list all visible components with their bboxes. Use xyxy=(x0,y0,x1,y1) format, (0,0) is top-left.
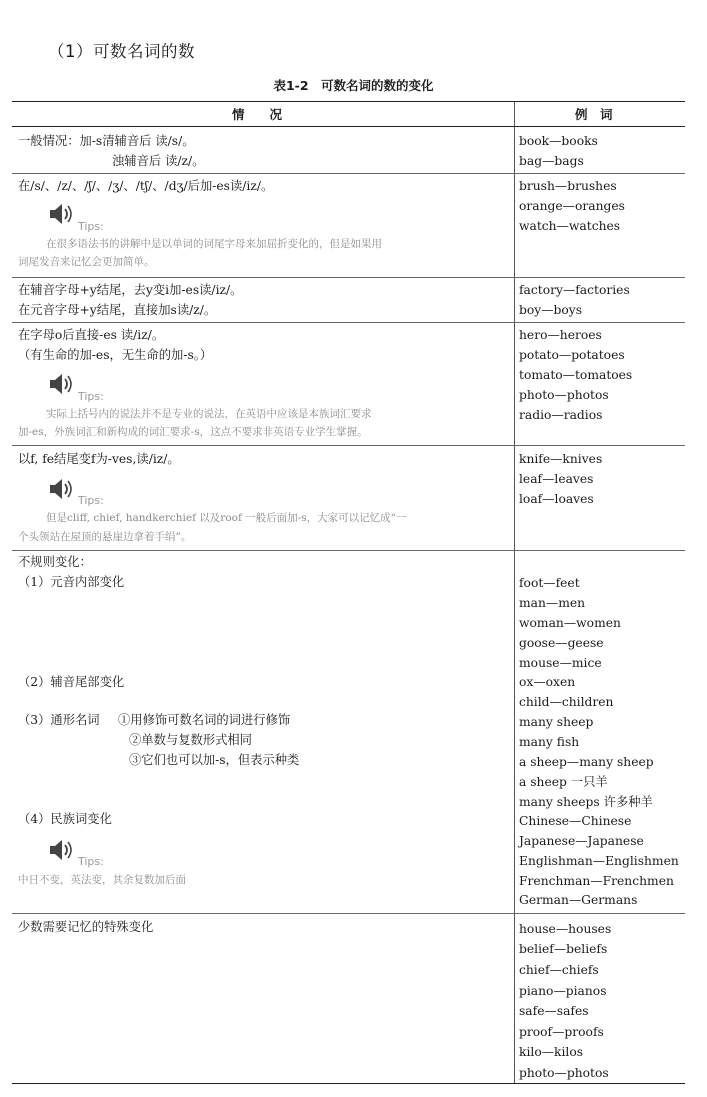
example-item: child—children xyxy=(519,695,614,709)
example-item: knife—knives xyxy=(519,452,603,466)
example-item: Japanese—Japanese xyxy=(519,834,644,848)
example-item: brush—brushes xyxy=(519,179,617,193)
header-situation: 情 况 xyxy=(232,107,283,122)
example-item: photo—photos xyxy=(519,388,609,402)
example-item: a sheep 一只羊 xyxy=(519,775,608,789)
example-item: many sheeps 许多种羊 xyxy=(519,795,653,809)
example-item: bag—bags xyxy=(519,154,584,168)
example-item: many sheep xyxy=(519,715,594,729)
example-item: Englishman—Englishmen xyxy=(519,854,679,868)
general-rule-line: 浊辅音后 读/z/。 xyxy=(112,154,205,168)
example-item: ox—oxen xyxy=(519,675,576,689)
tip-label: Tips: xyxy=(78,855,104,868)
example-item: boy—boys xyxy=(519,303,583,317)
y-rule-line: 在辅音字母+y结尾，去y变i加-es读/iz/。 xyxy=(18,283,243,297)
example-item: goose—geese xyxy=(519,636,604,650)
example-item: piano—pianos xyxy=(519,984,607,998)
general-rule-line: 一般情况：加-s清辅音后 读/s/。 xyxy=(18,134,195,148)
example-item: Chinese—Chinese xyxy=(519,814,632,828)
y-rule-line: 在元音字母+y结尾，直接加s读/z/。 xyxy=(18,303,217,317)
example-item: book—books xyxy=(519,134,598,148)
example-item: safe—safes xyxy=(519,1004,589,1018)
example-item: factory—factories xyxy=(519,283,630,297)
plural-rules-table xyxy=(12,101,685,1084)
example-item: watch—watches xyxy=(519,219,621,233)
speaker-icon xyxy=(46,371,74,397)
irregular-nationality: （4）民族词变化 xyxy=(18,812,112,826)
special-rule-line: 少数需要记忆的特殊变化 xyxy=(18,920,154,934)
header-divider xyxy=(12,126,685,127)
row-divider xyxy=(12,322,685,323)
same-form-point: ③它们也可以加-s，但表示种类 xyxy=(129,753,300,767)
example-item: woman—women xyxy=(519,616,621,630)
example-item: chief—chiefs xyxy=(519,963,599,977)
example-item: German—Germans xyxy=(519,893,638,907)
example-item: leaf—leaves xyxy=(519,472,594,486)
irregular-consonant: （2）辅音尾部变化 xyxy=(18,675,125,689)
example-item: house—houses xyxy=(519,922,612,936)
same-form-point: ①用修饰可数名词的词进行修饰 xyxy=(118,713,291,727)
speaker-icon xyxy=(46,476,74,502)
tip-text: 词尾发音来记忆会更加简单。 xyxy=(18,256,155,268)
tip-text: 个头领站在屋顶的悬崖边拿着手绢”。 xyxy=(18,531,192,543)
tip-text: 实际上括号内的说法并不是专业的说法，在英语中应该是本族词汇要求 xyxy=(46,408,372,420)
row-divider xyxy=(12,173,685,174)
row-divider xyxy=(12,913,685,914)
example-item: kilo—kilos xyxy=(519,1045,584,1059)
example-item: orange—oranges xyxy=(519,199,625,213)
table-caption: 表1-2 可数名词的数的变化 xyxy=(273,78,434,93)
example-item: proof—proofs xyxy=(519,1025,604,1039)
speaker-icon xyxy=(46,837,74,863)
example-item: loaf—loaves xyxy=(519,492,594,506)
tip-label: Tips: xyxy=(78,390,104,403)
column-divider xyxy=(514,102,515,1083)
tip-text: 但是cliff, chief, handkerchief 以及roof 一般后面加-s，大家可以记忆成“一 xyxy=(46,512,407,524)
example-item: Frenchman—Frenchmen xyxy=(519,874,674,888)
row-divider xyxy=(12,445,685,446)
example-item: foot—feet xyxy=(519,576,580,590)
example-item: potato—potatoes xyxy=(519,348,625,362)
tip-text: 中日不变，英法变，其余复数加后面 xyxy=(18,874,186,886)
header-examples: 例 词 xyxy=(575,107,613,122)
example-item: photo—photos xyxy=(519,1066,609,1080)
tip-text: 在很多语法书的讲解中是以单词的词尾字母来加屈折变化的，但是如果用 xyxy=(46,238,382,250)
f-rule-line: 以f, fe结尾变f为-ves,读/iz/。 xyxy=(18,452,180,466)
tip-label: Tips: xyxy=(78,220,104,233)
o-rule-line: 在字母o后直接-es 读/iz/。 xyxy=(18,328,165,342)
row-divider xyxy=(12,277,685,278)
o-rule-line: （有生命的加-es，无生命的加-s。） xyxy=(18,348,213,362)
example-item: many fish xyxy=(519,735,580,749)
example-item: radio—radios xyxy=(519,408,603,422)
example-item: man—men xyxy=(519,596,586,610)
irregular-title: 不规则变化： xyxy=(18,555,92,569)
example-item: hero—heroes xyxy=(519,328,602,342)
tip-text: 加-es，外族词汇和新构成的词汇要求-s，这点不要求非英语专业学生掌握。 xyxy=(18,426,368,438)
speaker-icon xyxy=(46,201,74,227)
irregular-same-form: （3）通形名词 xyxy=(18,713,100,727)
row-divider xyxy=(12,550,685,551)
section-title: （1）可数名词的数 xyxy=(48,42,195,61)
es-rule-line: 在/s/、/z/、/ʃ/、/ʒ/、/tʃ/、/dʒ/后加-es读/iz/。 xyxy=(18,179,274,193)
example-item: mouse—mice xyxy=(519,656,602,670)
tip-label: Tips: xyxy=(78,494,104,507)
irregular-vowel: （1）元音内部变化 xyxy=(18,575,125,589)
example-item: belief—beliefs xyxy=(519,942,608,956)
same-form-point: ②单数与复数形式相同 xyxy=(129,733,252,747)
example-item: a sheep—many sheep xyxy=(519,755,654,769)
example-item: tomato—tomatoes xyxy=(519,368,633,382)
